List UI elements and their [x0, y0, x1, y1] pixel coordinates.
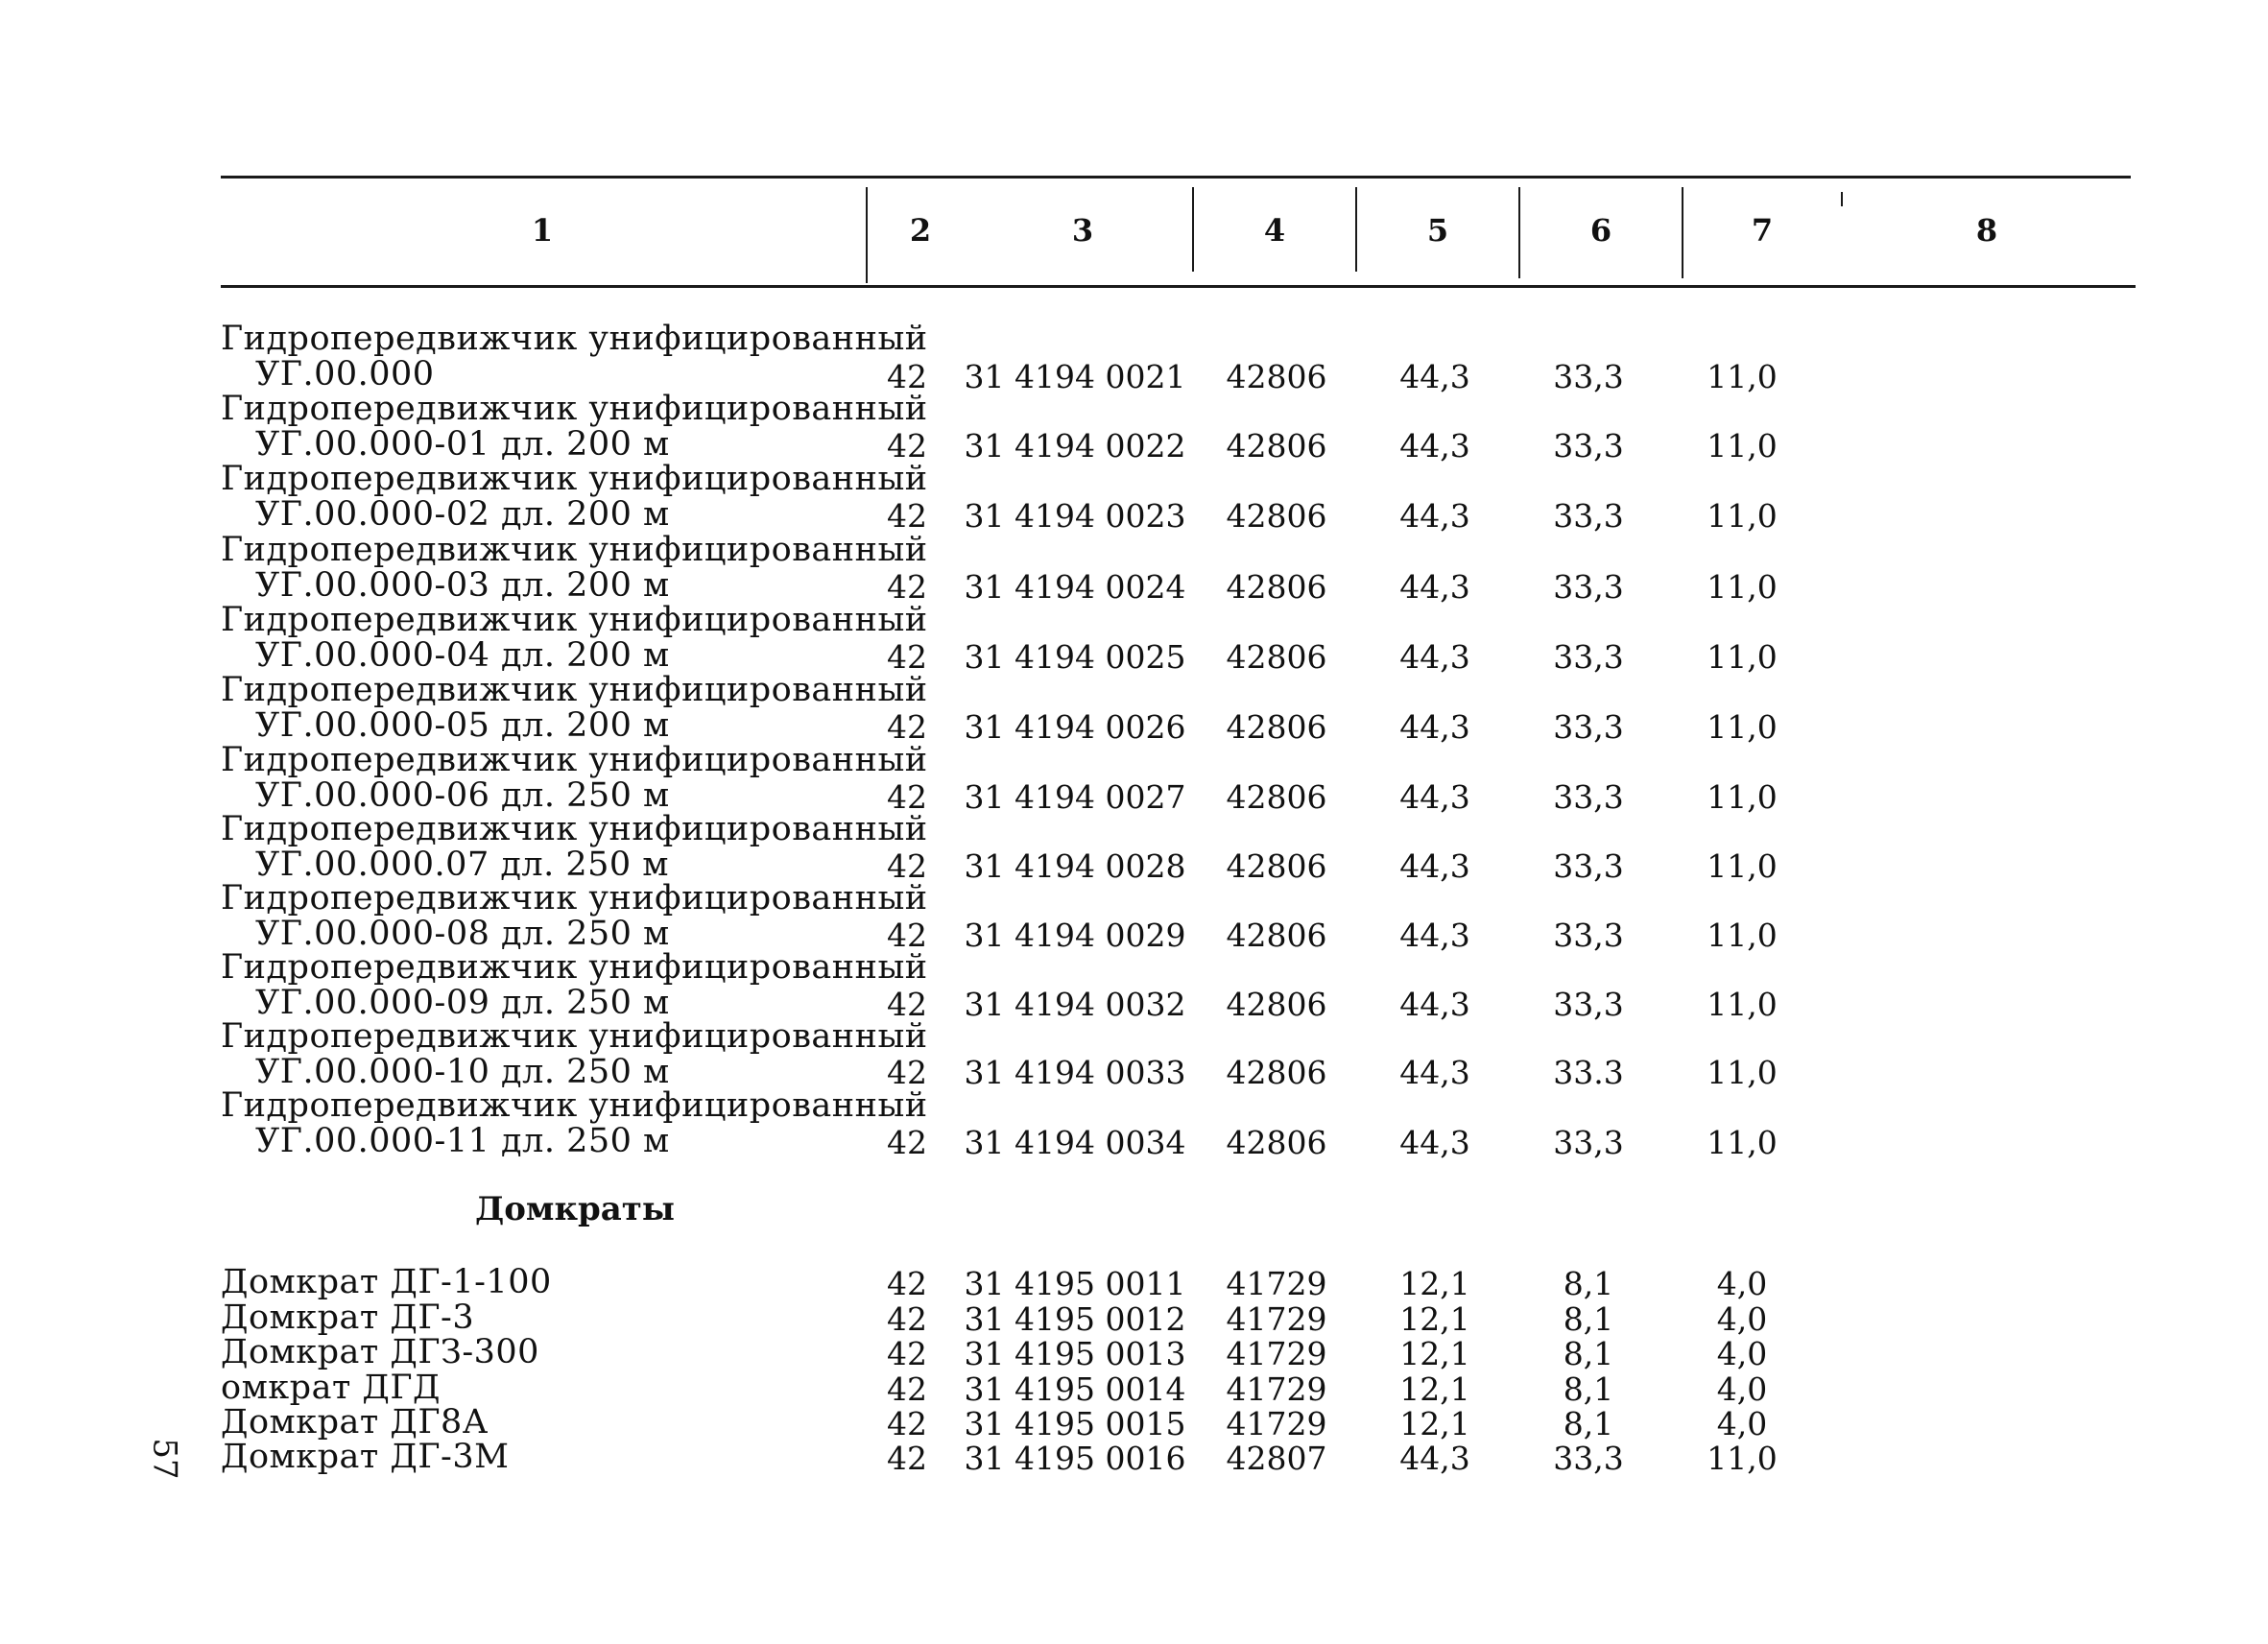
- cell-col3: 31 4195 0012: [964, 1300, 1186, 1338]
- cell-col7: 11,0: [1707, 1124, 1778, 1161]
- cell-col2: 42: [887, 1370, 927, 1408]
- cell-col4: 42806: [1226, 778, 1327, 816]
- cell-col7: 11,0: [1707, 497, 1778, 535]
- header-col-6: 6: [1589, 212, 1612, 249]
- cell-col6: 33,3: [1553, 1440, 1624, 1477]
- cell-col3: 31 4195 0013: [964, 1335, 1186, 1372]
- item-name: омкрат ДГД: [221, 1369, 442, 1407]
- cell-col7: 11,0: [1707, 708, 1778, 746]
- item-name-line1: Гидропередвижчик унифицированный: [221, 460, 928, 498]
- item-name-line1: Гидропередвижчик унифицированный: [221, 1086, 928, 1125]
- cell-col5: 44,3: [1399, 986, 1470, 1023]
- item-name-line1: Гидропередвижчик унифицированный: [221, 810, 928, 848]
- header-col-1: 1: [531, 212, 554, 249]
- item-name: Домкрат ДГ-1-100: [221, 1263, 552, 1301]
- cell-col6: 33,3: [1553, 1124, 1624, 1161]
- cell-col7: 11,0: [1707, 638, 1778, 676]
- cell-col4: 41729: [1226, 1335, 1327, 1372]
- cell-col3: 31 4194 0022: [964, 427, 1186, 465]
- cell-col7: 4,0: [1716, 1265, 1768, 1302]
- item-name-line2: УГ.00.000-03 дл. 200 м: [255, 566, 670, 605]
- header-col-4: 4: [1263, 212, 1286, 249]
- cell-col4: 42806: [1226, 638, 1327, 676]
- cell-col3: 31 4194 0029: [964, 917, 1186, 954]
- cell-col6: 33,3: [1553, 568, 1624, 606]
- item-name-line2: УГ.00.000-05 дл. 200 м: [255, 706, 670, 745]
- cell-col5: 44,3: [1399, 358, 1470, 395]
- cell-col4: 42807: [1226, 1440, 1327, 1477]
- item-name-line1: Гидропередвижчик унифицированный: [221, 671, 928, 709]
- cell-col4: 42806: [1226, 917, 1327, 954]
- cell-col4: 42806: [1226, 568, 1327, 606]
- cell-col7: 4,0: [1716, 1300, 1768, 1338]
- item-name-line1: Гидропередвижчик унифицированный: [221, 531, 928, 569]
- cell-col6: 33,3: [1553, 358, 1624, 395]
- item-name: [221, 392, 928, 463]
- cell-col5: 44,3: [1399, 638, 1470, 676]
- item-name: [221, 743, 928, 814]
- cell-col5: 44,3: [1399, 568, 1470, 606]
- cell-col2: 42: [887, 568, 927, 606]
- cell-col6: 33,3: [1553, 638, 1624, 676]
- header-col-2: 2: [909, 212, 932, 249]
- cell-col6: 33,3: [1553, 917, 1624, 954]
- section-heading: Домкраты: [475, 1190, 675, 1228]
- item-name-line2: УГ.00.000-08 дл. 250 м: [255, 915, 670, 953]
- item-name: Домкрат ДГ-3М: [221, 1438, 510, 1476]
- cell-col6: 8,1: [1563, 1300, 1614, 1338]
- cell-col4: 41729: [1226, 1265, 1327, 1302]
- table-top-rule: [221, 176, 2131, 179]
- cell-col6: 33,3: [1553, 986, 1624, 1023]
- item-name: [221, 533, 928, 604]
- item-name-line2: УГ.00.000-09 дл. 250 м: [255, 984, 670, 1022]
- cell-col2: 42: [887, 778, 927, 816]
- cell-col6: 8,1: [1563, 1335, 1614, 1372]
- cell-col2: 42: [887, 917, 927, 954]
- cell-col7: 11,0: [1707, 427, 1778, 465]
- cell-col3: 31 4194 0026: [964, 708, 1186, 746]
- cell-col3: 31 4194 0027: [964, 778, 1186, 816]
- cell-col2: 42: [887, 497, 927, 535]
- cell-col2: 42: [887, 1405, 927, 1442]
- cell-col2: 42: [887, 1124, 927, 1161]
- cell-col5: 12,1: [1399, 1300, 1470, 1338]
- item-name-line2: УГ.00.000-01 дл. 200 м: [255, 425, 670, 464]
- item-name: [221, 1088, 928, 1159]
- cell-col5: 12,1: [1399, 1265, 1470, 1302]
- cell-col6: 8,1: [1563, 1265, 1614, 1302]
- cell-col5: 44,3: [1399, 497, 1470, 535]
- item-name-line1: Гидропередвижчик унифицированный: [221, 320, 928, 358]
- item-name: [221, 950, 928, 1021]
- cell-col4: 42806: [1226, 497, 1327, 535]
- item-name-line1: Гидропередвижчик унифицированный: [221, 879, 928, 917]
- cell-col5: 44,3: [1399, 778, 1470, 816]
- cell-col5: 44,3: [1399, 427, 1470, 465]
- cell-col7: 11,0: [1707, 358, 1778, 395]
- cell-col4: 41729: [1226, 1405, 1327, 1442]
- header-bottom-rule: [221, 285, 2136, 288]
- item-name: [221, 1019, 928, 1090]
- cell-col6: 8,1: [1563, 1405, 1614, 1442]
- cell-col2: 42: [887, 1440, 927, 1477]
- item-name-line2: УГ.00.000-10 дл. 250 м: [255, 1053, 670, 1091]
- cell-col7: 11,0: [1707, 568, 1778, 606]
- item-name-line1: Гидропередвижчик унифицированный: [221, 601, 928, 639]
- cell-col5: 12,1: [1399, 1335, 1470, 1372]
- cell-col7: 11,0: [1707, 778, 1778, 816]
- cell-col2: 42: [887, 708, 927, 746]
- item-name: [221, 881, 928, 952]
- cell-col2: 42: [887, 1054, 927, 1091]
- cell-col2: 42: [887, 847, 927, 885]
- cell-col6: 33,3: [1553, 708, 1624, 746]
- cell-col3: 31 4194 0025: [964, 638, 1186, 676]
- cell-col6: 33,3: [1553, 847, 1624, 885]
- cell-col7: 11,0: [1707, 917, 1778, 954]
- cell-col2: 42: [887, 986, 927, 1023]
- header-col-5: 5: [1426, 212, 1449, 249]
- cell-col5: 12,1: [1399, 1370, 1470, 1408]
- cell-col6: 33,3: [1553, 778, 1624, 816]
- item-name: [221, 462, 928, 533]
- item-name: [221, 603, 928, 674]
- cell-col3: 31 4194 0021: [964, 358, 1186, 395]
- cell-col2: 42: [887, 427, 927, 465]
- cell-col3: 31 4194 0024: [964, 568, 1186, 606]
- cell-col4: 42806: [1226, 986, 1327, 1023]
- cell-col3: 31 4194 0033: [964, 1054, 1186, 1091]
- cell-col2: 42: [887, 1265, 927, 1302]
- item-name: [221, 322, 928, 393]
- item-name: Домкрат ДГЗ-300: [221, 1333, 539, 1371]
- item-name: Домкрат ДГ-3: [221, 1299, 475, 1337]
- header-col-8: 8: [1975, 212, 1998, 249]
- cell-col6: 33.3: [1553, 1054, 1624, 1091]
- item-name: [221, 812, 928, 883]
- cell-col7: 11,0: [1707, 1054, 1778, 1091]
- cell-col3: 31 4194 0034: [964, 1124, 1186, 1161]
- cell-col3: 31 4194 0023: [964, 497, 1186, 535]
- cell-col2: 42: [887, 1335, 927, 1372]
- cell-col3: 31 4195 0014: [964, 1370, 1186, 1408]
- cell-col2: 42: [887, 1300, 927, 1338]
- cell-col6: 33,3: [1553, 497, 1624, 535]
- cell-col5: 44,3: [1399, 1440, 1470, 1477]
- item-name-line2: УГ.00.000.07 дл. 250 м: [255, 846, 670, 884]
- cell-col7: 11,0: [1707, 847, 1778, 885]
- item-name-line2: УГ.00.000-04 дл. 200 м: [255, 636, 670, 675]
- cell-col4: 41729: [1226, 1300, 1327, 1338]
- cell-col5: 44,3: [1399, 847, 1470, 885]
- cell-col7: 4,0: [1716, 1405, 1768, 1442]
- item-name-line1: Гидропередвижчик унифицированный: [221, 1017, 928, 1056]
- cell-col7: 11,0: [1707, 1440, 1778, 1477]
- cell-col5: 44,3: [1399, 1124, 1470, 1161]
- cell-col4: 42806: [1226, 358, 1327, 395]
- cell-col5: 44,3: [1399, 708, 1470, 746]
- header-col-3: 3: [1071, 212, 1094, 249]
- cell-col5: 44,3: [1399, 1054, 1470, 1091]
- cell-col3: 31 4194 0032: [964, 986, 1186, 1023]
- item-name-line2: УГ.00.000-02 дл. 200 м: [255, 495, 670, 534]
- cell-col3: 31 4195 0011: [964, 1265, 1186, 1302]
- item-name-line1: Гидропередвижчик унифицированный: [221, 948, 928, 987]
- cell-col3: 31 4194 0028: [964, 847, 1186, 885]
- item-name-line2: УГ.00.000-06 дл. 250 м: [255, 776, 670, 815]
- cell-col6: 33,3: [1553, 427, 1624, 465]
- page-number: 57: [145, 1438, 184, 1480]
- item-name-line2: УГ.00.000: [255, 355, 435, 393]
- cell-col4: 42806: [1226, 1124, 1327, 1161]
- cell-col7: 11,0: [1707, 986, 1778, 1023]
- item-name-line1: Гидропередвижчик унифицированный: [221, 741, 928, 779]
- cell-col2: 42: [887, 638, 927, 676]
- cell-col4: 42806: [1226, 847, 1327, 885]
- cell-col4: 41729: [1226, 1370, 1327, 1408]
- cell-col7: 4,0: [1716, 1370, 1768, 1408]
- item-name: [221, 673, 928, 744]
- cell-col3: 31 4195 0016: [964, 1440, 1186, 1477]
- cell-col4: 42806: [1226, 1054, 1327, 1091]
- cell-col5: 44,3: [1399, 917, 1470, 954]
- cell-col2: 42: [887, 358, 927, 395]
- cell-col6: 8,1: [1563, 1370, 1614, 1408]
- cell-col4: 42806: [1226, 708, 1327, 746]
- item-name-line1: Гидропередвижчик унифицированный: [221, 390, 928, 428]
- cell-col7: 4,0: [1716, 1335, 1768, 1372]
- header-col-7: 7: [1751, 212, 1774, 249]
- cell-col4: 42806: [1226, 427, 1327, 465]
- cell-col3: 31 4195 0015: [964, 1405, 1186, 1442]
- cell-col5: 12,1: [1399, 1405, 1470, 1442]
- item-name-line2: УГ.00.000-11 дл. 250 м: [255, 1122, 670, 1160]
- item-name: Домкрат ДГ8А: [221, 1403, 489, 1441]
